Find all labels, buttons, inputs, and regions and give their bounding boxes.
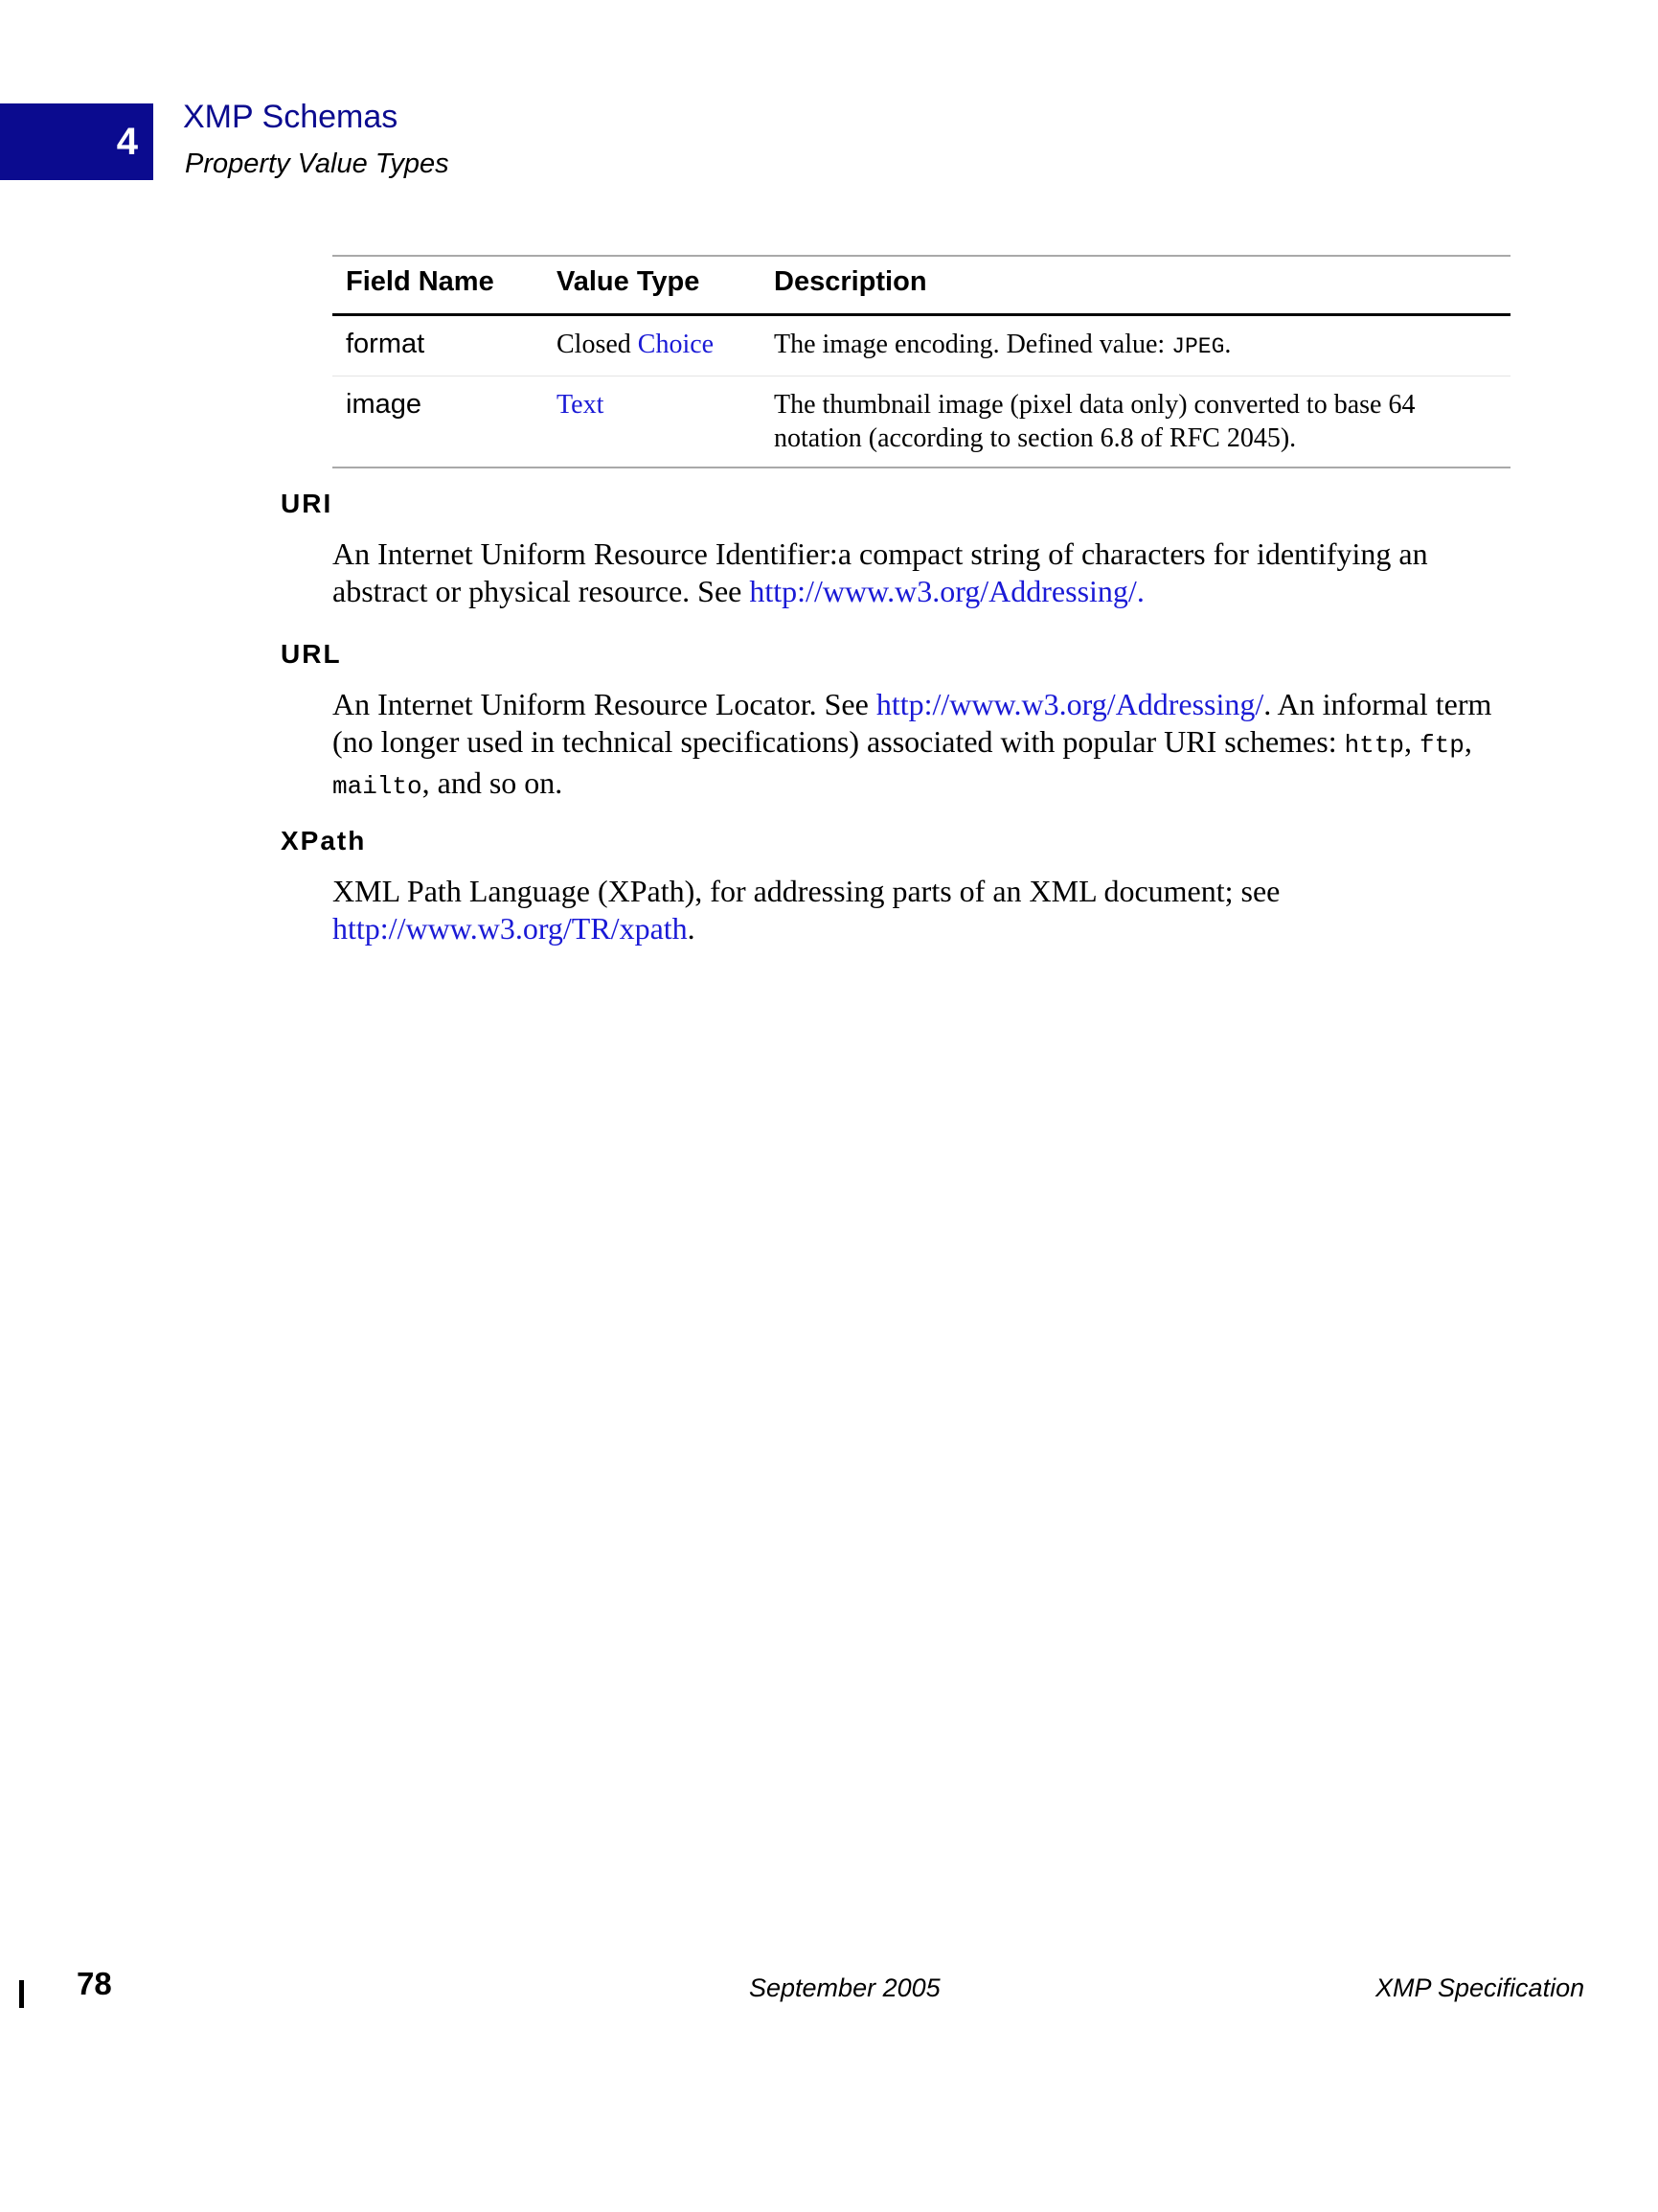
code-http: http	[1344, 731, 1404, 760]
column-header-value-type: Value Type	[543, 256, 761, 315]
url-text-3: , and so on.	[421, 765, 563, 800]
description-cell	[761, 315, 1510, 376]
change-bar	[19, 1980, 24, 2008]
xpath-suffix: .	[687, 911, 695, 946]
table-row	[332, 376, 1510, 468]
url-sep-2: ,	[1464, 724, 1472, 759]
value-type-cell	[543, 376, 761, 468]
chapter-number: 4	[116, 120, 138, 163]
uri-text: An Internet Uniform Resource Identifier:a compact string of characters for identifying an abstract or physical resource. See	[332, 536, 1428, 608]
field-name-cell: format	[332, 315, 543, 376]
page-number: 78	[77, 1966, 112, 2001]
running-title: XMP Schemas	[183, 99, 398, 135]
footer-doc-title: XMP Specification	[1375, 1973, 1585, 2002]
table-row	[332, 315, 1510, 376]
column-header-description: Description	[761, 256, 1510, 315]
term-heading-uri: URI	[281, 489, 333, 518]
xpath-paragraph	[332, 873, 1520, 947]
field-name-cell: image	[332, 376, 543, 468]
uri-paragraph	[332, 536, 1520, 610]
value-type-prefix: Closed	[556, 330, 638, 359]
table-header-row	[332, 256, 1510, 315]
xpath-link[interactable]: http://www.w3.org/TR/xpath	[332, 911, 688, 946]
term-heading-url: URL	[281, 639, 342, 669]
description-cell: The thumbnail image (pixel data only) converted to base 64 notation (according to section 6.8 of RFC 2045).	[761, 376, 1510, 468]
url-link[interactable]: http://www.w3.org/Addressing/	[875, 687, 1264, 721]
description-suffix: .	[1224, 330, 1232, 359]
code-mailto: mailto	[332, 772, 422, 801]
url-sep-1: ,	[1404, 724, 1420, 759]
url-text-2: . An informal term (no longer used in technical specifications) associated with popular URI schemes:	[332, 687, 1492, 759]
column-header-field-name: Field Name	[332, 256, 543, 315]
footer-date: September 2005	[749, 1973, 941, 2002]
chapter-number-tab	[0, 103, 153, 180]
description-text: The image encoding. Defined value:	[774, 330, 1172, 359]
description-code: JPEG	[1171, 334, 1225, 359]
running-subtitle: Property Value Types	[185, 148, 449, 179]
text-link[interactable]: Text	[556, 390, 604, 420]
code-ftp: ftp	[1420, 731, 1465, 760]
term-heading-xpath: XPath	[281, 826, 367, 855]
url-text-1: An Internet Uniform Resource Locator. See	[332, 687, 876, 721]
thumbnail-fields-table	[332, 255, 1510, 468]
url-paragraph	[332, 686, 1520, 806]
uri-link[interactable]: http://www.w3.org/Addressing/.	[749, 574, 1145, 608]
xpath-text: XML Path Language (XPath), for addressing parts of an XML document; see	[332, 874, 1281, 908]
value-type-cell	[543, 315, 761, 376]
choice-link[interactable]: Choice	[637, 330, 715, 359]
